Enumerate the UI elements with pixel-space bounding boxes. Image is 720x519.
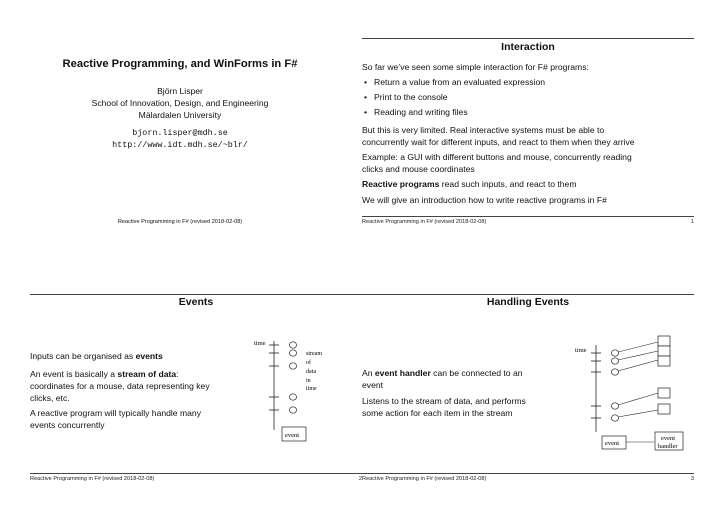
handler-text-post: can be connected to an event [362,368,523,390]
event-handler-diagram [572,332,687,452]
reactive-programs-text: read such inputs, and react to them [439,179,577,189]
stream-text-pre: An event is basically a [30,369,118,379]
data-items [290,342,297,413]
event-label: event [605,440,620,447]
time-label: time [254,340,266,347]
event-stream-diagram [250,335,350,445]
footer-text: Reactive Programming in F# (revised 2018-02-08) [30,476,155,482]
stream-label: stream [306,351,322,357]
time-label: time [575,347,587,354]
paragraph-reactive [362,178,694,190]
in-label: in [306,378,311,384]
handler-text-pre: An [362,368,375,378]
of-label: of [306,360,311,366]
slide-footer: Reactive Programming in F# (revised 2018-02-08) [117,219,243,225]
stream-text-post: : coordinates for a mouse, data representing key clicks, etc. [30,369,210,403]
slide-handling-events [362,287,694,519]
paragraph-example: Example: a GUI with different buttons and mouse, concurrently reading clicks and mouse coordinates [362,152,632,174]
paragraph-stream [30,368,220,404]
slide-interaction [362,30,694,262]
page-number: 2 [358,476,362,482]
bullet-list [362,76,694,121]
bottom-rule [362,473,694,474]
slide-heading: Interaction [501,41,555,53]
slide-heading: Handling Events [486,296,570,308]
presentation-title: Reactive Programming, and WinForms in F# [62,58,298,70]
intro-text: So far we’ve seen some simple interaction for F# programs: [362,62,589,72]
paragraph-listens: Listens to the stream of data, and performs some action for each item in the stream [362,396,526,418]
top-rule [362,38,694,39]
page-number: 3 [690,476,694,482]
stream-term: stream of data [117,369,177,379]
author-url[interactable]: http://www.idt.mdh.se/~blr/ [112,140,248,150]
paragraph-handler [362,367,542,391]
page-number: 1 [690,219,694,225]
footer-text: Reactive Programming in F# (revised 2018-02-08) [362,476,487,482]
university-name: Mälardalen University [138,110,222,120]
paragraph-intro-fsharp: We will give an introduction how to write reactive programs in F# [362,195,607,205]
handler-arrows [618,342,658,417]
event-handler-term: event handler [374,368,431,378]
bullet-item: • Reading and writing files [362,106,694,118]
slide-title [14,30,346,262]
events-text: Inputs can be organised as [30,351,136,361]
data-items [612,350,619,421]
events-term: events [135,351,163,361]
handler-label-2: handler [658,443,678,450]
paragraph-limited: But this is very limited. Real interactive systems must be able to concurrently wait for different inputs, and react to them when they arrive [362,125,635,147]
top-rule [362,294,694,295]
slide-events [30,287,362,519]
bottom-rule [30,473,362,474]
handler-label-1: event [661,435,676,442]
bullet-item: • Return a value from an evaluated expression [362,76,694,88]
bullet-item: • Print to the console [362,91,694,103]
author-name: Björn Lisper [157,86,203,96]
paragraph-events [30,350,230,362]
data-label: data [306,369,316,375]
school-name: School of Innovation, Design, and Engineering [91,98,269,108]
slide-heading: Events [178,296,214,308]
author-email[interactable]: bjorn.lisper@mdh.se [132,128,228,138]
bottom-rule [362,216,694,217]
reactive-programs-term: Reactive programs [362,179,440,189]
footer-text: Reactive Programming in F# (revised 2018-02-08) [362,219,487,225]
time2-label: time [306,386,317,392]
top-rule [30,294,362,295]
handler-output-boxes [658,336,670,414]
event-label: event [285,432,300,439]
paragraph-concurrent: A reactive program will typically handle many events concurrently [30,408,201,430]
